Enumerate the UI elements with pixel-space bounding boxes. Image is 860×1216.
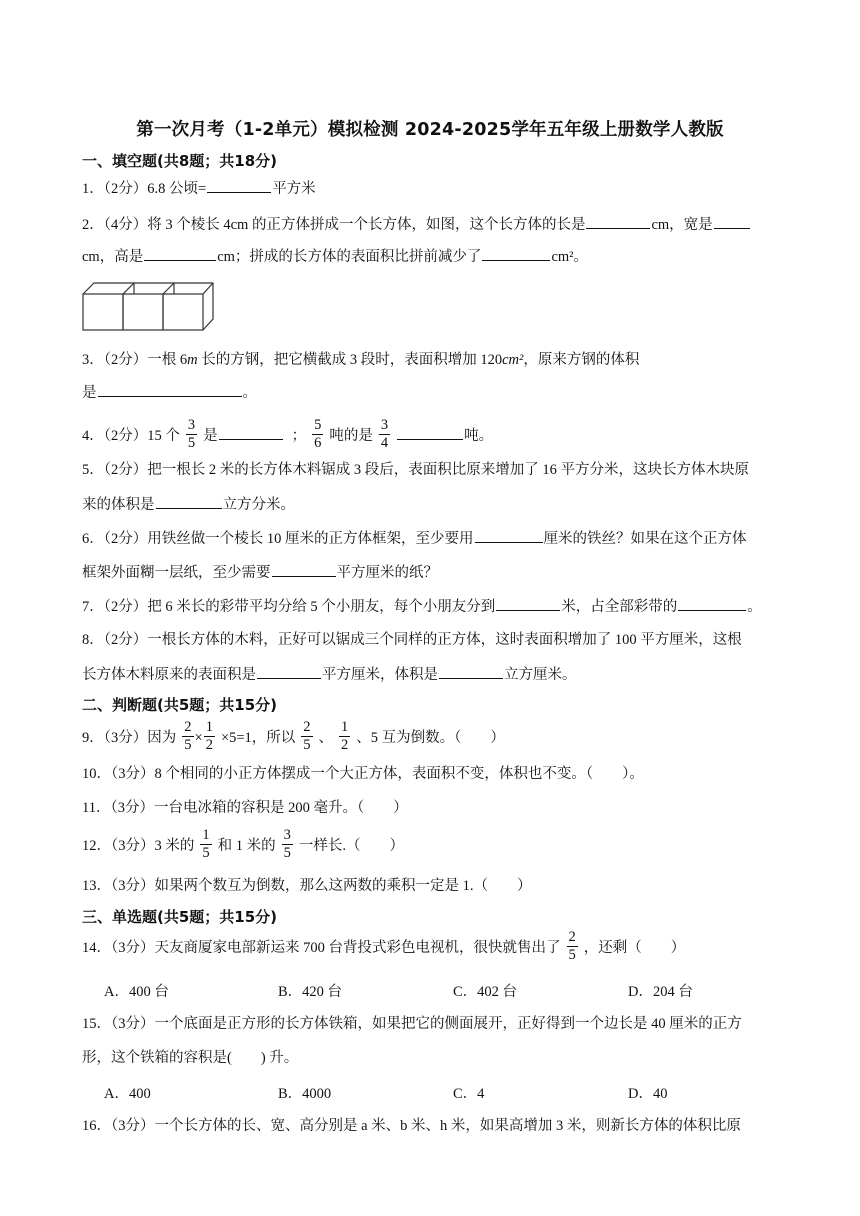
fraction: $\frac{1}{2}$ [341, 719, 349, 754]
question-3-cont: 是 。 [82, 382, 257, 403]
answer-blank[interactable] [586, 214, 650, 229]
option-a[interactable]: A．400 [104, 1086, 151, 1102]
question-6-cont: 框架外面糊一层纸，至少需要 平方厘米的纸？ [82, 562, 438, 583]
question-13: 13．（3分）如果两个数互为倒数，那么这两数的乘积一定是 1.（ ） [82, 878, 532, 894]
cube-top-side [83, 283, 213, 330]
question-7: 7．（2分）把 6 米长的彩带平均分给 5 个小朋友，每个小朋友分到 米，占全部彩带的 。 [82, 596, 762, 617]
answer-blank[interactable] [397, 425, 463, 440]
question-14: 14．（3分）天友商厦家电部新运来 700 台背投式彩色电视机，很快就售出了 $\frac{2}{5}$ ，还剩（ ） [82, 929, 686, 964]
fraction: $\frac{1}{2}$ [205, 719, 213, 754]
question-2: 2．（4分）将 3 个棱长 4cm 的正方体拼成一个长方体，如图，这个长方体的长是 cm，宽是 [82, 214, 751, 235]
fraction: $\frac{1}{5}$ [202, 827, 210, 862]
question-11: 11．（3分）一台电冰箱的容积是 200 毫升。（ ） [82, 800, 408, 816]
answer-blank[interactable] [714, 214, 750, 229]
cube-front [163, 294, 203, 330]
section-heading-fill-in: 一、填空题(共8题；共18分) [82, 152, 278, 170]
option-b[interactable]: B．420 台 [278, 984, 343, 1000]
question-9: 9．（3分）因为 $\frac{2}{5}$ × $\frac{1}{2}$ ×5=1，所以 $\frac{2}{5}$ 、 $\frac{1}{2}$ 、5 互为倒数。（ ） [82, 719, 505, 754]
question-2-cont: cm，高是 cm；拼成的长方体的表面积比拼前减少了 cm²。 [82, 246, 588, 267]
answer-blank[interactable] [678, 596, 746, 611]
three-cubes-figure [82, 282, 214, 332]
option-c[interactable]: C．4 [453, 1086, 485, 1102]
page-title: 第一次月考（1-2单元）模拟检测 2024-2025学年五年级上册数学人教版 [136, 120, 724, 140]
answer-blank[interactable] [156, 494, 222, 509]
fraction: $\frac{3}{5}$ [187, 417, 196, 452]
answer-blank[interactable] [207, 178, 271, 193]
question-10: 10．（3分）8 个相同的小正方体摆成一个大正方体，表面积不变，体积也不变。（ ）。 [82, 766, 644, 782]
option-c[interactable]: C．402 台 [453, 984, 518, 1000]
option-a[interactable]: A．400 台 [104, 984, 169, 1000]
answer-blank[interactable] [257, 664, 321, 679]
answer-blank[interactable] [272, 562, 336, 577]
question-6: 6．（2分）用铁丝做一个棱长 10 厘米的正方体框架，至少要用 厘米的铁丝？如果在这个正方体 [82, 528, 747, 549]
question-5-cont: 来的体积是 立方分米。 [82, 494, 295, 515]
section-heading-true-false: 二、判断题(共5题；共15分) [82, 696, 278, 714]
answer-blank[interactable] [475, 528, 543, 543]
cube-front [123, 294, 163, 330]
question-8-cont: 长方体木料原来的表面积是 平方厘米，体积是 立方厘米。 [82, 664, 577, 685]
question-15: 15．（3分）一个底面是正方形的长方体铁箱，如果把它的侧面展开，正好得到一个边长是 40 厘米的正方 [82, 1016, 742, 1032]
question-1: 1．（2分）6.8 公顷= 平方米 [82, 178, 316, 199]
fraction: $\frac{5}{6}$ [314, 417, 322, 452]
question-4: 4．（2分）15 个 $\frac{3}{5}$ 是 ； $\frac{5}{6}$ 吨的是 $\frac{3}{4}$ 吨。 [82, 417, 494, 452]
answer-blank[interactable] [144, 246, 216, 261]
question-12: 12．（3分）3 米的 $\frac{1}{5}$ 和 1 米的 $\frac{3}{5}$ 一样长.（ ） [82, 827, 404, 862]
answer-blank[interactable] [439, 664, 503, 679]
option-d[interactable]: D．204 台 [628, 984, 693, 1000]
section-heading-single-choice: 三、单选题(共5题；共15分) [82, 908, 278, 926]
answer-blank[interactable] [482, 246, 550, 261]
question-3: 3．（2分）一根 6m 长的方钢，把它横截成 3 段时，表面积增加 120cm²，原来方钢的体积 [82, 352, 640, 368]
answer-blank[interactable] [496, 596, 560, 611]
answer-blank[interactable] [219, 425, 283, 440]
question-15-cont: 形，这个铁箱的容积是( ) 升。 [82, 1050, 299, 1066]
fraction: $\frac{2}{5}$ [568, 929, 576, 964]
fraction: $\frac{2}{5}$ [184, 719, 192, 754]
option-d[interactable]: D．40 [628, 1086, 668, 1102]
question-16: 16．（3分）一个长方体的长、宽、高分别是 a 米、b 米、h 米，如果高增加 3 米，则新长方体的体积比原 [82, 1118, 741, 1134]
question-5: 5．（2分）把一根长 2 米的长方体木料锯成 3 段后，表面积比原来增加了 16 平方分米，这块长方体木块原 [82, 462, 749, 478]
cube-front [83, 294, 123, 330]
fraction: $\frac{2}{5}$ [303, 719, 311, 754]
fraction: $\frac{3}{5}$ [283, 827, 291, 862]
option-b[interactable]: B．4000 [278, 1086, 332, 1102]
fraction: $\frac{3}{4}$ [380, 417, 389, 452]
answer-blank[interactable] [98, 382, 242, 397]
question-8: 8．（2分）一根长方体的木料，正好可以锯成三个同样的正方体，这时表面积增加了 100 平方厘米，这根 [82, 632, 742, 648]
